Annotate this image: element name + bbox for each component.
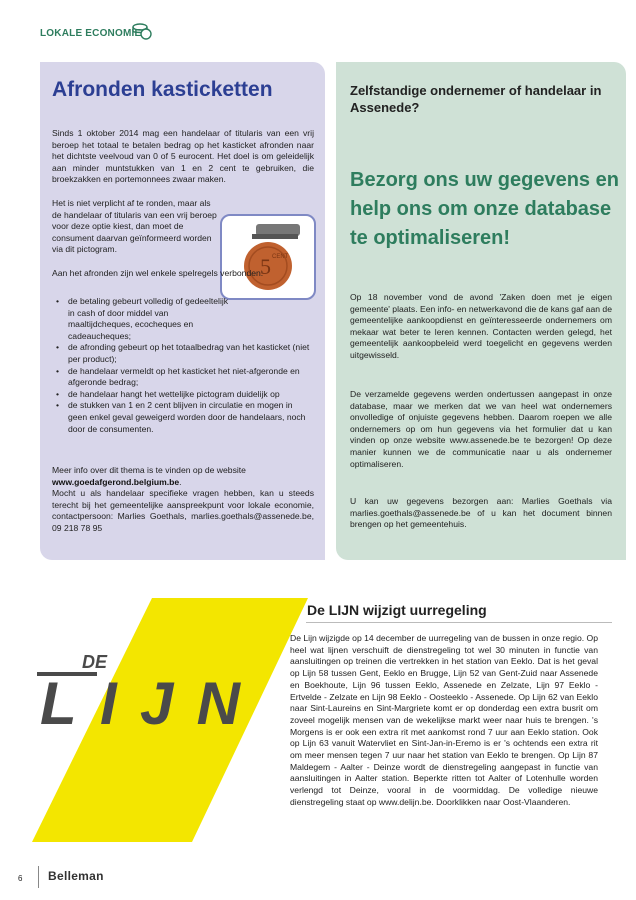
svg-text:DE: DE — [82, 652, 108, 672]
right-article-para-2: De verzamelde gegevens werden ondertussen aangepast in onze database, maar we merken dat we van heel wat ondernemers onvolledige of onjuiste gegevens hebben. Daarom roepen we alle ondernemers op om hun gegevens via het formulier dat u kan vinden op onze website www.assenede.be te bezorgen! Op deze manier kunnen we de communicatie naar u als ondernemer optimaliseren. — [350, 389, 612, 469]
list-item: • de stukken van 1 en 2 cent blijven in circulatie en mogen in geen enkel geval geweigerd worden door de handelaars, noch door de consumenten. — [52, 400, 314, 435]
list-item: • de handelaar hangt het wettelijke pictogram duidelijk op — [52, 389, 314, 401]
info-line: Meer info over dit thema is te vinden op de website — [52, 465, 246, 475]
lijn-article-body: De Lijn wijzigde op 14 december de uurregeling van de bussen in onze regio. Op heel wat lijnen verschuift de dienstregeling tot wel 30 minuten in functie van aansluitingen op treinen die vertrekken in het station van Eeklo. Dat is het geval op Lijn 58 tussen Gent, Eeklo en Brugge, Lijn 52 van Gent-Zuid naar Assenede en Boekhoute, Lijn 96 tussen Eeklo, Assenede en Zelzate, Lijn 97 Eeklo - Ertvelde - Zelzate en Lijn 98 Eeklo - Oosteeklo - Assenede. Op Lijn 62 van Eeklo naar Sint-Laureins en Sint-Margriete komt er op donderdag een extra busrit om zoveel mogelijk mensen van de wekelijkse markt weer naar huis te brengen. 's Morgens is er ook een extra rit met aankomst rond 7 uur aan Eeklo station. Ook op Lijn 63 vanuit Watervliet en Sint-Jan-in-Eremo is er 's ochtends een extra rit om meer mensen tegen 7 uur naar het station van Eeklo te brengen. Op Lijn 87 Maldegem - Aalter - Deinze wordt de dienstregeling aangepast in functie van aansluitingen in Aalter station. Beperkte ritten tot Aalter of Lotenhulle worden verlengd tot Deinze, vooral in de voormiddag. De volledige nieuwe dienstregeling staat op www.delijn.be. Doorklikken naar Oost-Vlaanderen. — [290, 633, 598, 807]
title-divider — [306, 622, 612, 623]
section-label: LOKALE ECONOMIE — [40, 28, 142, 39]
rules-intro: Aan het afronden zijn wel enkele spelregels verbonden: — [52, 268, 264, 278]
rounding-pictogram — [220, 214, 316, 300]
website-suffix: . — [179, 476, 182, 487]
coin-icon — [222, 216, 314, 298]
info-block — [52, 465, 314, 535]
right-article-heading: Zelfstandige ondernemer of handelaar in Assenede? — [350, 83, 602, 115]
page-number: 6 — [18, 874, 23, 883]
svg-text:5: 5 — [260, 254, 271, 279]
right-article-para-3: U kan uw gegevens bezorgen aan: Marlies Goethals via marlies.goethals@assenede.be of u kan het document binnen brengen op het gemeentehuis. — [350, 496, 612, 530]
right-article-para-1: Op 18 november vond de avond 'Zaken doen met je eigen gemeente' plaats. Een info- en netwerkavond die de kans gaf aan de gemeentelijke aankoopdienst en geïnteresseerde ondernemers om mekaar wat beter te leren kennen. Contacten werden gelegd, het gemeentelijk aankoopbeleid werd toegelicht en gegevens werden uitgewisseld. — [350, 292, 612, 360]
svg-text:LIJN: LIJN — [40, 670, 240, 737]
contact-info: Mocht u als handelaar specifieke vragen hebben, kan u steeds terecht bij het gemeentelijke aanspreekpunt voor lokale economie, contactpersoon: Marlies Goethals, marlies.goethals@assenede.be, 09 218 78 95 — [52, 488, 314, 533]
list-item: • de betaling gebeurt volledig of gedeeltelijk in cash of door middel van maaltijdcheques, ecocheques en cadeaucheques; — [52, 296, 234, 342]
coins-icon — [131, 22, 153, 40]
magazine-brand: Belleman — [48, 869, 104, 883]
footer-divider — [38, 866, 39, 888]
left-article-title: Afronden kasticketten — [52, 78, 273, 101]
left-article-intro: Sinds 1 oktober 2014 mag een handelaar of titularis van een vrij beroep het totaal te betalen bedrag op het kasticket afronden naar het dichtste veelvoud van 0 of 5 eurocent. Het doel is om geleidelijk aan minder muntstukken van 1 en 2 cent te gebruiken, die broekzakken en portemonnees zwaar maken. — [52, 128, 314, 185]
list-item: • de handelaar vermeldt op het kasticket het niet-afgeronde en afgeronde bedrag; — [52, 366, 314, 389]
right-article-callout: Bezorg ons uw gegevens en help ons om onze database te optimaliseren! — [350, 169, 619, 249]
website-link[interactable]: www.goedafgerond.belgium.be — [52, 476, 180, 487]
lijn-article-title: De LIJN wijzigt uurregeling — [307, 602, 487, 618]
left-article-optional: Het is niet verplicht af te ronden, maar als de handelaar of titularis van een vrij beroep voor deze optie kiest, dan moet de consument daarvan geïnformeerd worden via dit pictogram. — [52, 198, 217, 255]
de-lijn-logo — [32, 598, 308, 842]
list-item: • de afronding gebeurt op het totaalbedrag van het kasticket (niet per product); — [52, 342, 314, 365]
svg-text:CENT: CENT — [272, 254, 289, 260]
rules-list — [52, 296, 314, 435]
